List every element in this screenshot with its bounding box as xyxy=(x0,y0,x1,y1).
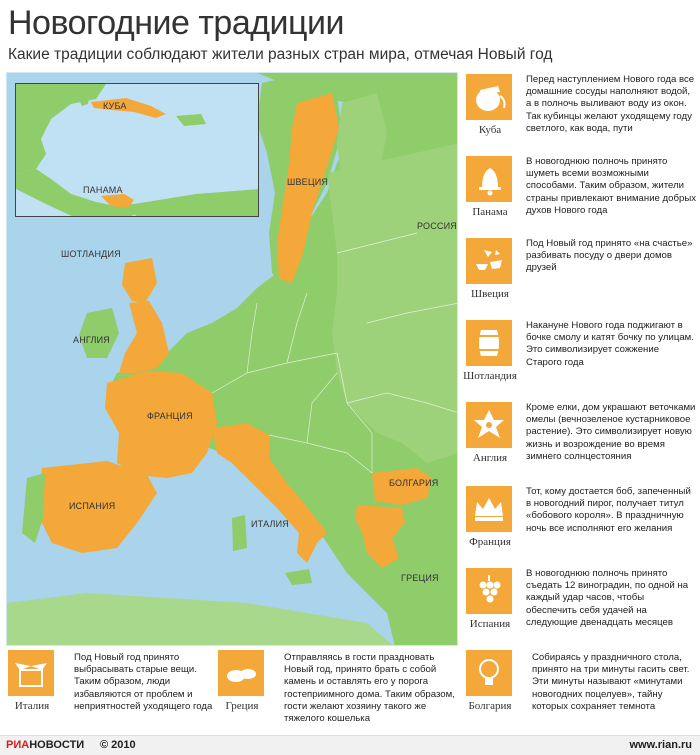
tradition-scotland xyxy=(462,320,698,400)
land-ireland xyxy=(79,308,119,358)
tradition-text: В новогоднюю полночь принято шуметь всеми возможными способами. Таким образом, жители страны привлекают внимание добрых духов Нового года xyxy=(526,156,697,216)
map-label-russia: РОССИЯ xyxy=(417,221,457,231)
tradition-text: Накануне Нового года поджигают в бочке смолу и катят бочку по улицам. Это символизирует сожжение Старого года xyxy=(526,320,694,368)
tradition-country: Шотландия xyxy=(463,370,517,382)
map-label-england: АНГЛИЯ xyxy=(73,335,110,345)
land-hispaniola xyxy=(176,114,206,126)
barrel-icon xyxy=(466,320,512,366)
site-link[interactable]: www.rian.ru xyxy=(629,739,692,751)
copyright: © 2010 xyxy=(100,739,136,751)
land-north-africa xyxy=(7,593,395,646)
scotland-highlight xyxy=(122,258,157,303)
tradition-spain xyxy=(462,568,698,648)
map-label-france: ФРАНЦИЯ xyxy=(147,411,193,421)
page-subtitle: Какие традиции соблюдают жители разных стран мира, отмечая Новый год xyxy=(8,46,553,63)
light-bulb-icon xyxy=(466,650,512,696)
land-sicily xyxy=(285,569,312,585)
tradition-country: Греция xyxy=(225,700,259,712)
bell-icon xyxy=(466,156,512,202)
tradition-england xyxy=(462,402,698,482)
map-label-sweden: ШВЕЦИЯ xyxy=(287,177,329,187)
tradition-italy xyxy=(8,650,213,720)
tradition-cuba xyxy=(462,74,698,154)
map-label-scotland: ШОТЛАНДИЯ xyxy=(61,249,121,259)
footer xyxy=(0,735,700,755)
land-sardinia xyxy=(232,515,247,551)
tradition-country: Куба xyxy=(478,124,502,136)
tradition-panama xyxy=(462,156,698,236)
tradition-text: Тот, кому достается боб, запеченный в новогодний пирог, получает титул «бобового короля». В праздничную ночь все исполняют его желания xyxy=(526,486,691,534)
logo-part-1: РИА xyxy=(6,739,30,751)
tradition-text: Кроме елки, дом украшают веточками омелы (вечнозеленое кустарниковое растение). Это символизирует новую жизнь и возрождение во время зимнего солнцестояния xyxy=(526,402,696,462)
land-north-america xyxy=(16,84,106,174)
map-label-spain: ИСПАНИЯ xyxy=(69,501,116,511)
tradition-sweden xyxy=(462,238,698,318)
map-label-bulgaria: БОЛГАРИЯ xyxy=(389,478,439,488)
tradition-text: Собираясь у праздничного стола, принято на три минуты гасить свет. Эти минуты называют «минутами новогодних поцелуев», тайну которых сохраняет темнота xyxy=(532,652,690,712)
map-label-greece: ГРЕЦИЯ xyxy=(401,573,439,583)
tradition-text: Отправляясь в гости праздновать Новый год, принято брать с собой камень и оставлять его у порога гостеприимного дома. Таким образом, гости желают хозяину такого же тяжелого кошелька xyxy=(284,652,455,725)
tradition-country: Панама xyxy=(472,206,508,218)
france-highlight xyxy=(105,371,217,478)
tradition-country: Англия xyxy=(472,452,508,464)
europe-map xyxy=(6,72,458,646)
england-highlight xyxy=(119,301,169,373)
tradition-text: Под Новый год принято выбрасывать старые вещи. Таким образом, люди избавляются от проблем и неприятностей уходящего года xyxy=(74,652,213,712)
map-label-cuba: КУБА xyxy=(103,101,127,111)
tradition-bulgaria xyxy=(466,650,698,720)
caribbean-inset xyxy=(15,83,259,217)
tradition-text: Под Новый год принято «на счастье» разбивать посуду о двери домов друзей xyxy=(526,238,693,274)
tradition-country: Болгария xyxy=(468,700,512,712)
box-icon xyxy=(8,650,54,696)
inset-svg xyxy=(16,84,259,217)
tradition-country: Италия xyxy=(14,700,50,712)
tradition-france xyxy=(462,486,698,566)
tradition-text: В новогоднюю полночь принято съедать 12 виноградин, по одной на каждый удар часов, чтобы обеспечить себя удачей на следующие двенадцать месяцев xyxy=(526,568,689,628)
tradition-text: Перед наступлением Нового года все домашние сосуды наполняют водой, а в полночь выливают воду из окон. Так кубинцы желают уходящему году светлого, как вода, пути xyxy=(526,74,695,134)
map-label-panama: ПАНАМА xyxy=(83,185,123,195)
tradition-country: Швеция xyxy=(471,288,509,300)
stones-icon xyxy=(218,650,264,696)
land-portugal xyxy=(22,473,45,543)
tradition-country: Франция xyxy=(469,536,511,548)
water-jug-icon xyxy=(466,74,512,120)
map-label-italy: ИТАЛИЯ xyxy=(251,519,289,529)
logo-part-2: НОВОСТИ xyxy=(29,739,85,751)
ria-logo xyxy=(6,739,84,751)
grapes-icon xyxy=(466,568,512,614)
tradition-greece xyxy=(218,650,458,725)
page-title: Новогодние традиции xyxy=(8,4,345,42)
land-south-america xyxy=(134,189,259,217)
tradition-country: Испания xyxy=(469,618,511,630)
broken-dishes-icon xyxy=(466,238,512,284)
crown-icon xyxy=(466,486,512,532)
mistletoe-icon xyxy=(466,402,512,448)
